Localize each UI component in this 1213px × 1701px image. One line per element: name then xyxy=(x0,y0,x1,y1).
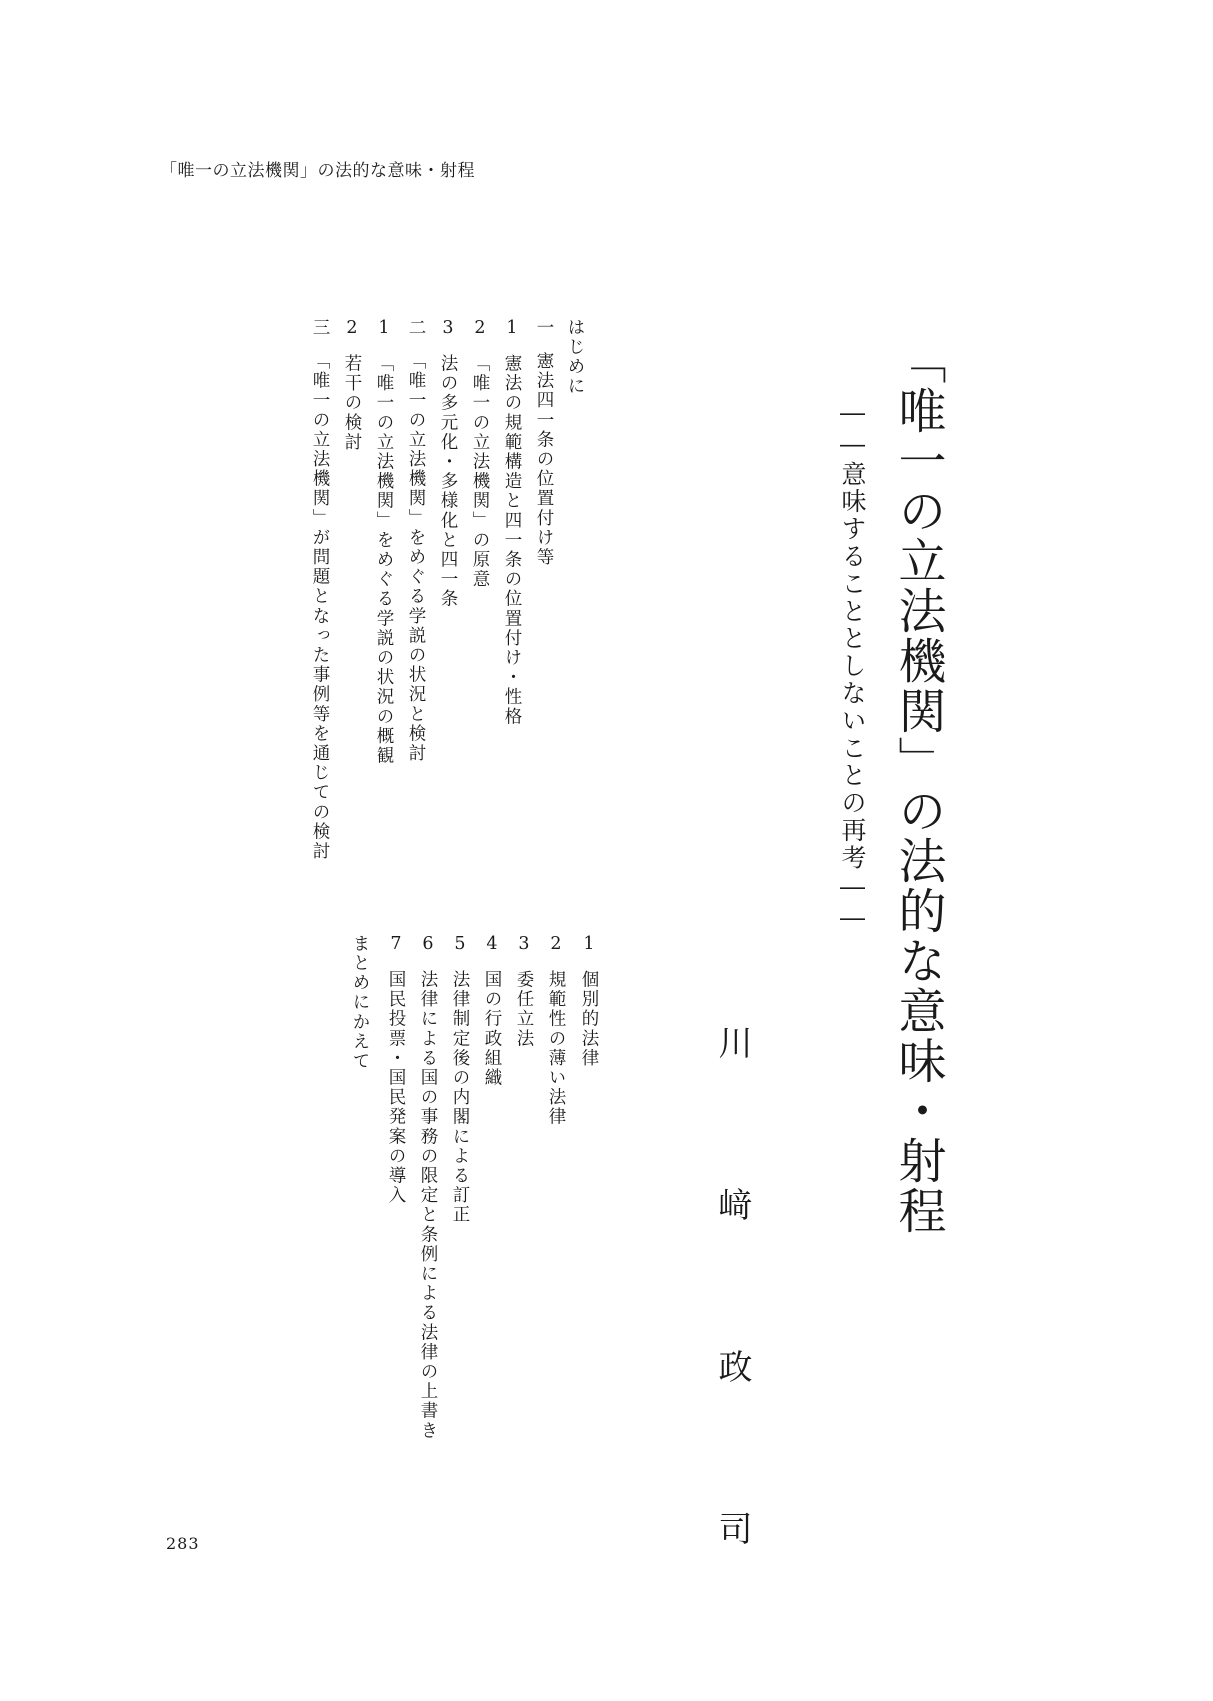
toc-item-text: 「唯一の立法機関」の原意 xyxy=(470,354,490,590)
toc-item-text: 委任立法 xyxy=(514,970,534,1049)
toc-item-text: まとめにかえて xyxy=(350,934,370,1072)
toc-item xyxy=(445,934,475,1225)
toc-item-number: 一 xyxy=(534,318,554,338)
toc-item-number: 6 xyxy=(418,934,438,957)
toc-item xyxy=(465,318,495,589)
toc-item xyxy=(574,934,604,1068)
author-char: 司 xyxy=(712,1511,752,1545)
toc-item xyxy=(497,318,527,727)
toc-item xyxy=(345,934,375,1071)
toc-item xyxy=(529,318,559,567)
toc-item xyxy=(509,934,539,1049)
toc-item-number: 2 xyxy=(342,318,362,341)
toc-item-number: 5 xyxy=(450,934,470,957)
toc-item-text: 国民投票・国民発案の導入 xyxy=(386,970,406,1206)
toc-item-text: 「唯一の立法機関」が問題となった事例等を通じての検討 xyxy=(310,351,330,862)
toc-item-text: 個別的法律 xyxy=(579,970,599,1069)
toc-item-text: 憲法の規範構造と四一条の位置付け・性格 xyxy=(502,354,522,727)
toc-item-text: 国の行政組織 xyxy=(482,970,502,1088)
toc-item-number: 3 xyxy=(514,934,534,957)
toc-item-number: 2 xyxy=(470,318,490,341)
toc-item-text: 憲法四一条の位置付け等 xyxy=(534,351,554,568)
toc-item-text: 規範性の薄い法律 xyxy=(546,970,566,1127)
author-char: 政 xyxy=(712,1349,752,1383)
article-title: 「唯一の立法機関」の法的な意味・射程 xyxy=(890,336,946,1236)
toc-item xyxy=(541,934,571,1127)
toc-item-text: 法の多元化・多様化と四一条 xyxy=(438,354,458,609)
toc-item-number: 1 xyxy=(579,934,599,957)
toc-item-number: 1 xyxy=(502,318,522,341)
page-number: 283 xyxy=(166,1534,200,1553)
author-name xyxy=(712,1025,752,1633)
toc-item-number: 7 xyxy=(386,934,406,957)
toc-item-text: はじめに xyxy=(565,318,585,397)
toc-item-number: 3 xyxy=(438,318,458,341)
toc-item xyxy=(369,318,399,766)
toc-item-text: 若干の検討 xyxy=(342,354,362,453)
toc-item-number: 二 xyxy=(406,318,426,338)
running-header: 「唯一の立法機関」の法的な意味・射程 xyxy=(160,161,475,181)
toc-item-number: 4 xyxy=(482,934,502,957)
toc-item xyxy=(413,934,443,1441)
toc-item xyxy=(433,318,463,609)
toc-item xyxy=(337,318,367,452)
author-char: 川 xyxy=(712,1025,752,1059)
toc-item xyxy=(401,318,431,763)
article-subtitle: ――意味することとしないことの再考―― xyxy=(838,398,867,935)
toc-item xyxy=(305,318,335,861)
author-char: 﨑 xyxy=(712,1187,752,1221)
toc-item xyxy=(560,318,590,396)
toc-item-text: 「唯一の立法機関」をめぐる学説の状況の概観 xyxy=(374,354,394,766)
toc-item xyxy=(477,934,507,1088)
toc-item-number: 三 xyxy=(310,318,330,338)
toc-item xyxy=(381,934,411,1205)
toc-item-number: 2 xyxy=(546,934,566,957)
toc-item-text: 「唯一の立法機関」をめぐる学説の状況と検討 xyxy=(406,351,426,764)
toc-item-text: 法律による国の事務の限定と条例による法律の上書き xyxy=(418,970,438,1441)
toc-item-number: 1 xyxy=(374,318,394,341)
toc-item-text: 法律制定後の内閣による訂正 xyxy=(450,970,470,1225)
